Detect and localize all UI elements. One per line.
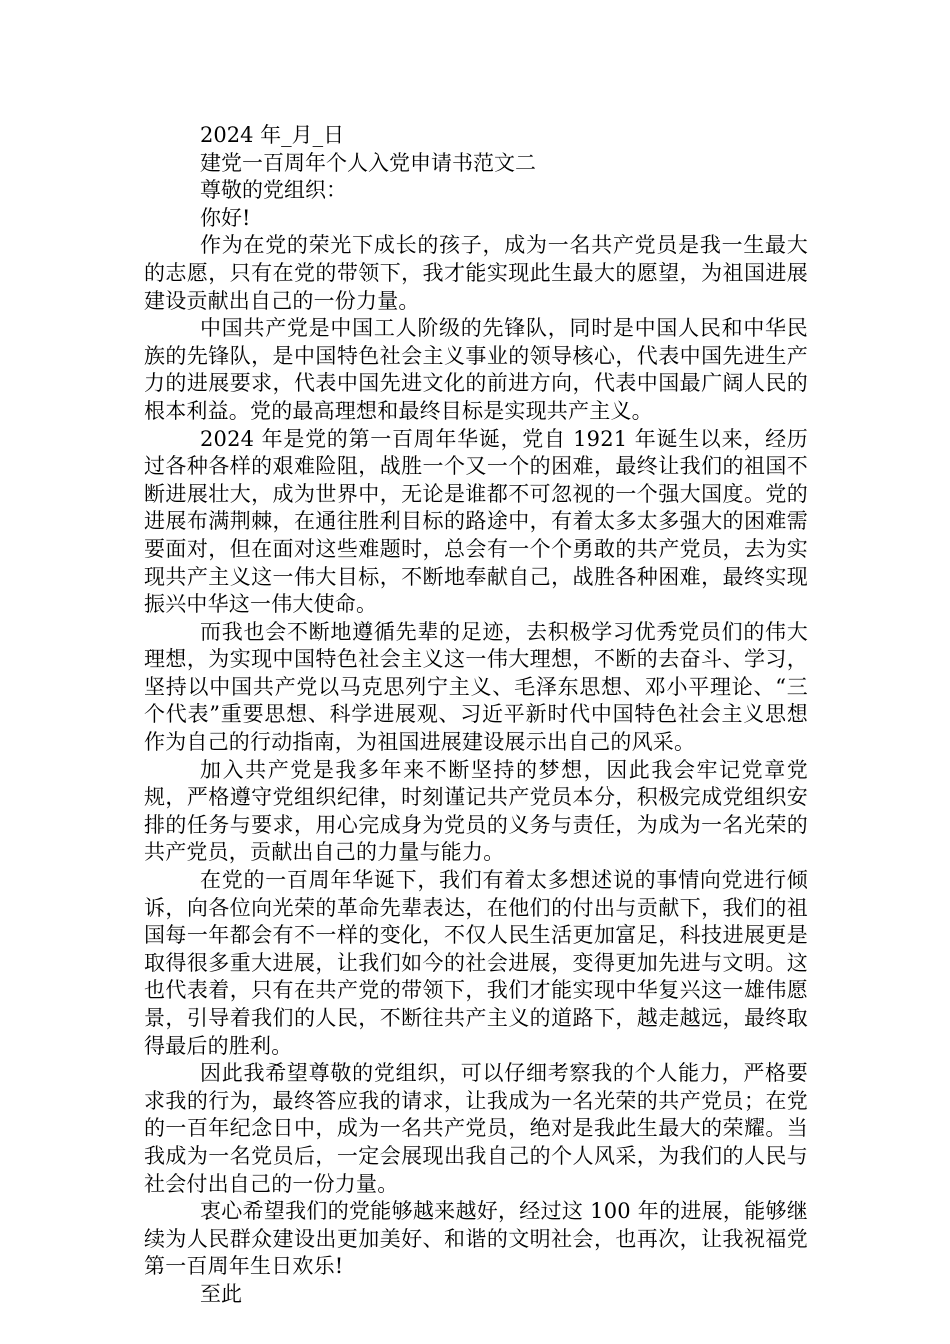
body-paragraph: 而我也会不断地遵循先辈的足迹，去积极学习优秀党员们的伟大理想，为实现中国特色社会主义这一伟大理想，不断的去奋斗、学习，坚持以中国共产党以马克思列宁主义、毛泽东思想、邓小平理论、“三个代表”重要思想、科学进展观、习近平新时代中国特色社会主义思想作为自己的行动指南，为祖国进展建设展示出自己的风采。 xyxy=(144,619,808,755)
greeting: 你好! xyxy=(200,205,251,230)
closing-line: 至此 xyxy=(200,1281,242,1306)
body-paragraph: 因此我希望尊敬的党组织，可以仔细考察我的个人能力，严格要求我的行为，最终答应我的请求，让我成为一名光荣的共产党员；在党的一百年纪念日中，成为一名共产党员，绝对是我此生最大的荣耀。当我成为一名党员后，一定会展现出我自己的个人风采，为我们的人民与社会付出自己的一份力量。 xyxy=(144,1061,808,1196)
body-paragraph: 2024 年是党的第一百周年华诞，党自 1921 年诞生以来，经历过各种各样的艰难险阻，战胜一个又一个的困难，最终让我们的祖国不断进展壮大，成为世界中，无论是谁都不可忽视的一个强大国度。党的进展布满荆棘，在通往胜利目标的路途中，有着太多太多强大的困难需要面对，但在面对这些难题时，总会有一个个勇敢的共产党员，去为实现共产主义这一伟大目标，不断地奉献自己，战胜各种困难，最终实现振兴中华这一伟大使命。 xyxy=(144,426,808,617)
body-paragraph: 中国共产党是中国工人阶级的先锋队，同时是中国人民和中华民族的先锋队，是中国特色社会主义事业的领导核心，代表中国先进生产力的进展要求，代表中国先进文化的前进方向，代表中国最广阔人民的根本利益。党的最高理想和最终目标是实现共产主义。 xyxy=(144,316,808,423)
body-paragraph: 衷心希望我们的党能够越来越好，经过这 100 年的进展，能够继续为人民群众建设出更加美好、和谐的文明社会，也再次，让我祝福党第一百周年生日欢乐! xyxy=(144,1199,808,1279)
body-paragraph: 作为在党的荣光下成长的孩子，成为一名共产党员是我一生最大的志愿，只有在党的带领下，我才能实现此生最大的愿望，为祖国进展建设贡献出自己的一份力量。 xyxy=(144,233,808,313)
application-letter xyxy=(144,122,808,1309)
date-line: 2024 年_月_日 xyxy=(200,123,345,147)
body-paragraph: 加入共产党是我多年来不断坚持的梦想，因此我会牢记党章党规，严格遵守党组织纪律，时刻谨记共产党员本分，积极完成党组织安排的任务与要求，用心完成身为党员的义务与责任，为成为一名光荣的共产党员，贡献出自己的力量与能力。 xyxy=(144,757,808,865)
document-title: 建党一百周年个人入党申请书范文二 xyxy=(200,150,536,175)
salutation: 尊敬的党组织： xyxy=(200,178,347,203)
body-paragraph: 在党的一百周年华诞下，我们有着太多想述说的事情向党进行倾诉，向各位向光荣的革命先辈表达，在他们的付出与贡献下，我们的祖国每一年都会有不一样的变化，不仅人民生活更加富足，科技进展更是取得很多重大进展，让我们如今的社会进展，变得更加先进与文明。这也代表着，只有在共产党的带领下，我们才能实现中华复兴这一雄伟愿景，引导着我们的人民，不断往共产主义的道路下，越走越远，最终取得最后的胜利。 xyxy=(144,868,808,1058)
